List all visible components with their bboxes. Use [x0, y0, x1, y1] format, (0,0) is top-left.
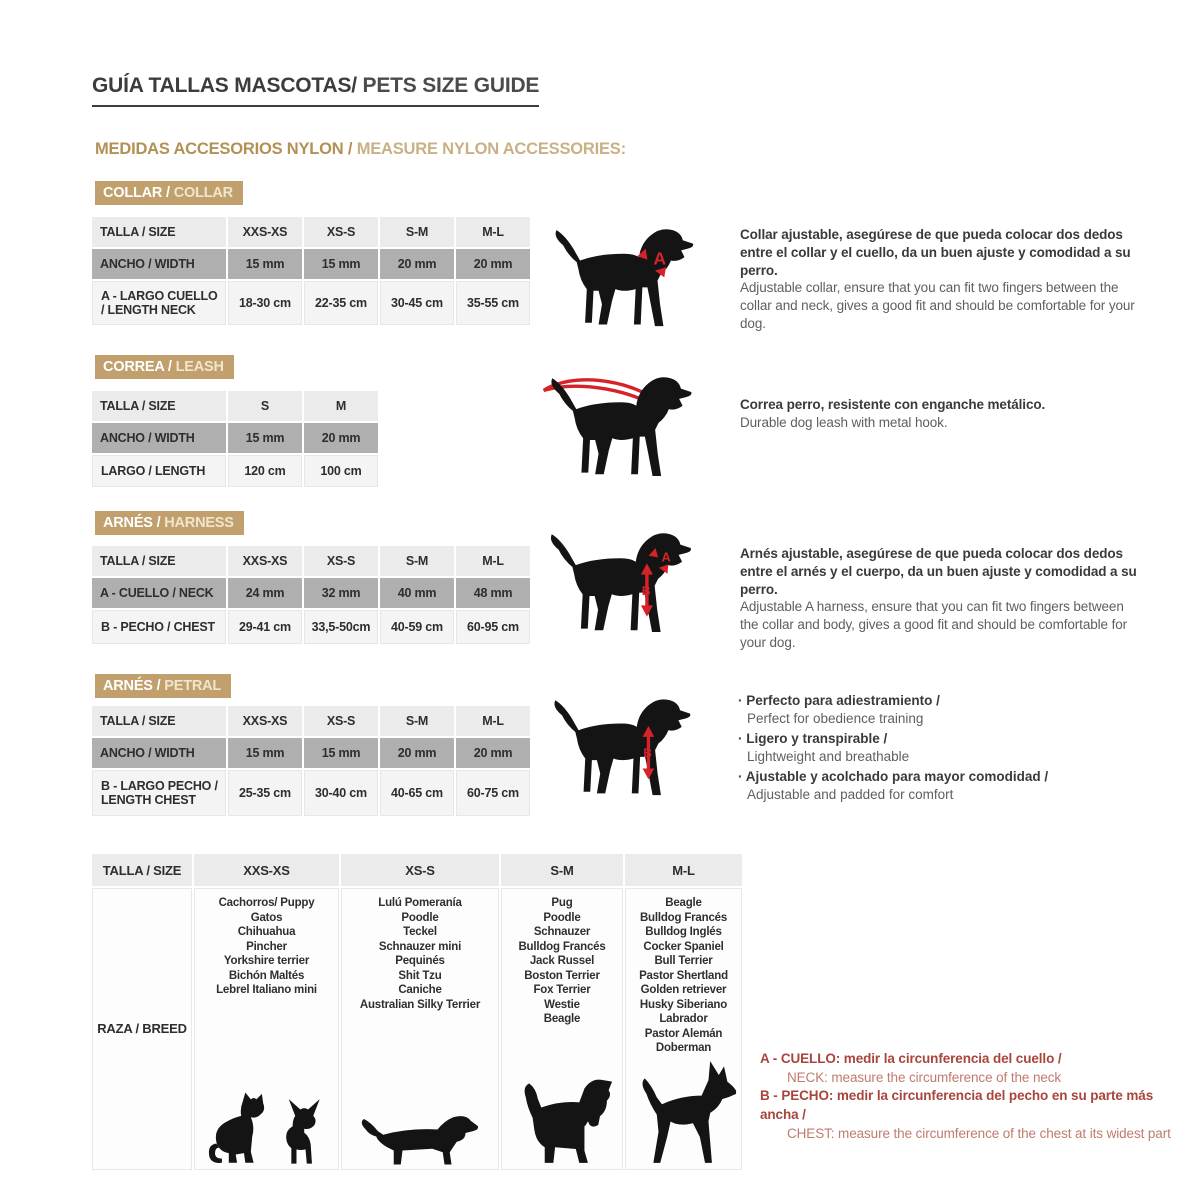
- breed-item: Labrador: [659, 1013, 708, 1025]
- leash-width-label: ANCHO / WIDTH: [92, 423, 226, 453]
- leash-description: [740, 396, 1142, 432]
- petral-chest-value: 40-65 cm: [380, 770, 454, 816]
- collar-neck-value: 22-35 cm: [304, 281, 378, 325]
- breed-item: Jack Russel: [529, 955, 595, 967]
- collar-header-label: TALLA / SIZE: [92, 217, 226, 247]
- petral-width-label: ANCHO / WIDTH: [92, 738, 226, 768]
- collar-neck-label: A - LARGO CUELLO / LENGTH NECK: [92, 281, 226, 325]
- page-subtitle-en: MEASURE NYLON ACCESSORIES:: [356, 140, 626, 158]
- collar-header-size: M-L: [456, 217, 530, 247]
- collar-header-size: XXS-XS: [228, 217, 302, 247]
- petral-bullet-es: · Perfecto para adiestramiento /: [738, 692, 1078, 710]
- badge-harness-en: HARNESS: [164, 515, 234, 531]
- harness-neck-value: 32 mm: [304, 578, 378, 608]
- breed-item: Beagle: [543, 1013, 581, 1025]
- leash-desc-en: Durable dog leash with metal hook.: [740, 414, 948, 430]
- breed-item: Teckel: [403, 926, 437, 938]
- breed-item: Boston Terrier: [524, 969, 600, 982]
- harness-description: [740, 545, 1142, 652]
- petral-bullet-en: Adjustable and padded for comfort: [747, 786, 954, 802]
- breed-item: Pequinés: [395, 955, 445, 967]
- collar-size-table: [90, 215, 532, 327]
- harness-marking-b: B: [641, 584, 651, 599]
- breed-table: [90, 852, 744, 1172]
- breed-item: Schnauzer mini: [378, 940, 462, 953]
- measurement-notes: [760, 1050, 1192, 1143]
- breed-item: Golden retriever: [640, 984, 727, 996]
- petral-features: [738, 692, 1078, 806]
- dog-harness-illustration: [538, 524, 701, 644]
- harness-chest-label: B - PECHO / CHEST: [92, 610, 226, 644]
- harness-header-label: TALLA / SIZE: [92, 546, 226, 576]
- breed-cell-xs-s: [341, 888, 499, 1170]
- collar-width-value: 20 mm: [456, 249, 530, 279]
- leash-header-size: S: [228, 391, 302, 421]
- breed-item: Doberman: [655, 1042, 712, 1054]
- harness-neck-label: A - CUELLO / NECK: [92, 578, 226, 608]
- section-badge-harness: [95, 511, 244, 535]
- petral-header-size: S-M: [380, 706, 454, 736]
- collar-desc-en: Adjustable collar, ensure that you can fit two fingers between the collar and neck, gives a good fit and should be comfortable for your dog.: [740, 280, 1135, 332]
- collar-desc-es: Collar ajustable, asegúrese de que pueda colocar dos dedos entre el collar y el cuello, da un buen ajuste y comodidad a su perro.: [740, 227, 1131, 278]
- section-badge-petral: [95, 674, 231, 698]
- breed-item: Chihuahua: [237, 926, 296, 938]
- leash-length-label: LARGO / LENGTH: [92, 455, 226, 487]
- badge-leash-en: LEASH: [175, 359, 224, 375]
- leash-header-size: M: [304, 391, 378, 421]
- harness-size-table: [90, 544, 532, 646]
- breed-header-size: S-M: [501, 854, 623, 886]
- breed-item: Bulldog Francés: [639, 911, 728, 924]
- petral-header-label: TALLA / SIZE: [92, 706, 226, 736]
- collar-header-size: S-M: [380, 217, 454, 247]
- harness-neck-value: 48 mm: [456, 578, 530, 608]
- breed-header-size: M-L: [625, 854, 742, 886]
- note-chest-en: CHEST: measure the circumference of the chest at its widest part: [787, 1125, 1171, 1141]
- petral-width-value: 20 mm: [380, 738, 454, 768]
- petral-bullet-en: Perfect for obedience training: [747, 710, 924, 726]
- doberman-silhouette: [627, 1056, 740, 1168]
- harness-desc-en: Adjustable A harness, ensure that you can fit two fingers between the collar and body, gives a good fit and should be comfortable for your dog.: [740, 599, 1128, 651]
- petral-header-size: M-L: [456, 706, 530, 736]
- badge-petral-en: PETRAL: [164, 678, 222, 694]
- note-chest-es: B - PECHO: medir la circunferencia del pecho en su parte más ancha /: [760, 1088, 1154, 1122]
- harness-desc-es: Arnés ajustable, asegúrese de que pueda colocar dos dedos entre el arnés y el cuerpo, da un buen ajuste y comodidad a su perro.: [740, 546, 1137, 597]
- breed-item: Lulú Pomeranía: [378, 897, 462, 909]
- collar-neck-value: 18-30 cm: [228, 281, 302, 325]
- petral-chest-value: 30-40 cm: [304, 770, 378, 816]
- breed-item: Pug: [551, 897, 573, 909]
- breed-item: Pastor Alemán: [644, 1027, 723, 1040]
- leash-length-value: 100 cm: [304, 455, 378, 487]
- collar-width-value: 15 mm: [304, 249, 378, 279]
- note-neck-en: NECK: measure the circumference of the neck: [787, 1069, 1062, 1085]
- badge-harness-es: ARNÉS /: [103, 515, 165, 531]
- collar-neck-value: 30-45 cm: [380, 281, 454, 325]
- breed-header-size: XS-S: [341, 854, 499, 886]
- dachshund-silhouette: [357, 1098, 483, 1168]
- breed-item: Lebrel Italiano mini: [216, 984, 317, 996]
- petral-bullet-es: · Ajustable y acolchado para mayor comodidad /: [738, 768, 1078, 786]
- harness-neck-value: 40 mm: [380, 578, 454, 608]
- harness-header-size: M-L: [456, 546, 530, 576]
- breed-item: Fox Terrier: [533, 984, 591, 996]
- breed-item: Cocker Spaniel: [643, 940, 724, 953]
- petral-bullet-en: Lightweight and breathable: [747, 748, 910, 764]
- breed-item: Bull Terrier: [654, 955, 713, 967]
- collar-header-size: XS-S: [304, 217, 378, 247]
- breed-item: Bulldog Inglés: [645, 926, 722, 938]
- breed-item: Beagle: [665, 897, 702, 909]
- breed-item: Westie: [544, 998, 580, 1011]
- breed-item: Pastor Shertland: [639, 969, 728, 982]
- petral-width-value: 20 mm: [456, 738, 530, 768]
- breed-item: Poodle: [543, 911, 581, 924]
- page-title: [92, 74, 539, 107]
- breed-item: Bulldog Francés: [518, 940, 606, 953]
- breed-cell-m-l: [625, 888, 742, 1170]
- breed-header-size: XXS-XS: [194, 854, 339, 886]
- cat-silhouette: [204, 1090, 266, 1168]
- breed-item: Caniche: [398, 984, 442, 996]
- dog-petral-illustration: [542, 690, 700, 807]
- leash-size-table: [90, 389, 380, 489]
- petral-size-table: [90, 704, 532, 818]
- breed-item: Australian Silky Terrier: [359, 998, 481, 1011]
- harness-header-size: S-M: [380, 546, 454, 576]
- breed-item: Yorkshire terrier: [223, 955, 310, 967]
- leash-length-value: 120 cm: [228, 455, 302, 487]
- badge-petral-es: ARNÉS /: [103, 678, 165, 694]
- page-subtitle-es: MEDIDAS ACCESORIOS NYLON /: [95, 140, 357, 158]
- collar-marking-a: A: [653, 248, 667, 269]
- harness-neck-value: 24 mm: [228, 578, 302, 608]
- collar-width-value: 15 mm: [228, 249, 302, 279]
- leash-width-value: 20 mm: [304, 423, 378, 453]
- harness-chest-value: 33,5-50cm: [304, 610, 378, 644]
- harness-marking-a: A: [661, 549, 671, 565]
- dog-collar-illustration: [543, 220, 703, 338]
- badge-collar-es: COLLAR /: [103, 185, 174, 201]
- breed-item: Pincher: [246, 940, 287, 953]
- chihuahua-silhouette: [272, 1096, 330, 1168]
- petral-marking-b: B: [643, 746, 652, 760]
- breed-item: Cachorros/ Puppy: [218, 897, 315, 909]
- breed-row-label: RAZA / BREED: [97, 1021, 187, 1037]
- petral-header-size: XS-S: [304, 706, 378, 736]
- petral-width-value: 15 mm: [228, 738, 302, 768]
- harness-chest-value: 60-95 cm: [456, 610, 530, 644]
- page-subtitle: [95, 140, 626, 159]
- breed-item: Schnauzer: [533, 926, 591, 938]
- breed-cell-xxs-xs: [194, 888, 339, 1170]
- harness-header-size: XXS-XS: [228, 546, 302, 576]
- breed-header-label: TALLA / SIZE: [92, 854, 192, 886]
- leash-header-label: TALLA / SIZE: [92, 391, 226, 421]
- petral-bullet-es: · Ligero y transpirable /: [738, 730, 1078, 748]
- breed-list-m-l: [639, 896, 728, 1056]
- section-badge-leash: [95, 355, 234, 379]
- breed-cell-s-m: [501, 888, 623, 1170]
- leash-desc-es: Correa perro, resistente con enganche metálico.: [740, 397, 1046, 412]
- leash-width-value: 15 mm: [228, 423, 302, 453]
- breed-list-xs-s: [360, 896, 480, 1012]
- badge-collar-en: COLLAR: [173, 185, 233, 201]
- page-title-es: GUÍA TALLAS MASCOTAS/: [92, 74, 357, 97]
- schnauzer-silhouette: [510, 1073, 614, 1168]
- breed-item: Husky Siberiano: [639, 998, 728, 1011]
- collar-description: [740, 226, 1142, 333]
- breed-row-label-cell: [92, 888, 192, 1170]
- dog-leash-illustration: [536, 368, 704, 488]
- collar-neck-value: 35-55 cm: [456, 281, 530, 325]
- breed-item: Shit Tzu: [398, 969, 442, 982]
- page-title-en: PETS SIZE GUIDE: [356, 74, 540, 97]
- harness-chest-value: 40-59 cm: [380, 610, 454, 644]
- note-neck-es: A - CUELLO: medir la circunferencia del cuello /: [760, 1051, 1062, 1066]
- breed-item: Poodle: [401, 911, 439, 924]
- petral-chest-value: 60-75 cm: [456, 770, 530, 816]
- collar-width-label: ANCHO / WIDTH: [92, 249, 226, 279]
- breed-list-s-m: [518, 896, 605, 1027]
- harness-chest-value: 29-41 cm: [228, 610, 302, 644]
- petral-width-value: 15 mm: [304, 738, 378, 768]
- petral-header-size: XXS-XS: [228, 706, 302, 736]
- breed-item: Gatos: [250, 911, 283, 924]
- section-badge-collar: [95, 181, 243, 205]
- breed-list-xxs-xs: [216, 896, 317, 998]
- petral-chest-value: 25-35 cm: [228, 770, 302, 816]
- breed-item: Bichón Maltés: [228, 969, 305, 982]
- badge-leash-es: CORREA /: [103, 359, 176, 375]
- harness-header-size: XS-S: [304, 546, 378, 576]
- petral-chest-label: B - LARGO PECHO / LENGTH CHEST: [92, 770, 226, 816]
- collar-width-value: 20 mm: [380, 249, 454, 279]
